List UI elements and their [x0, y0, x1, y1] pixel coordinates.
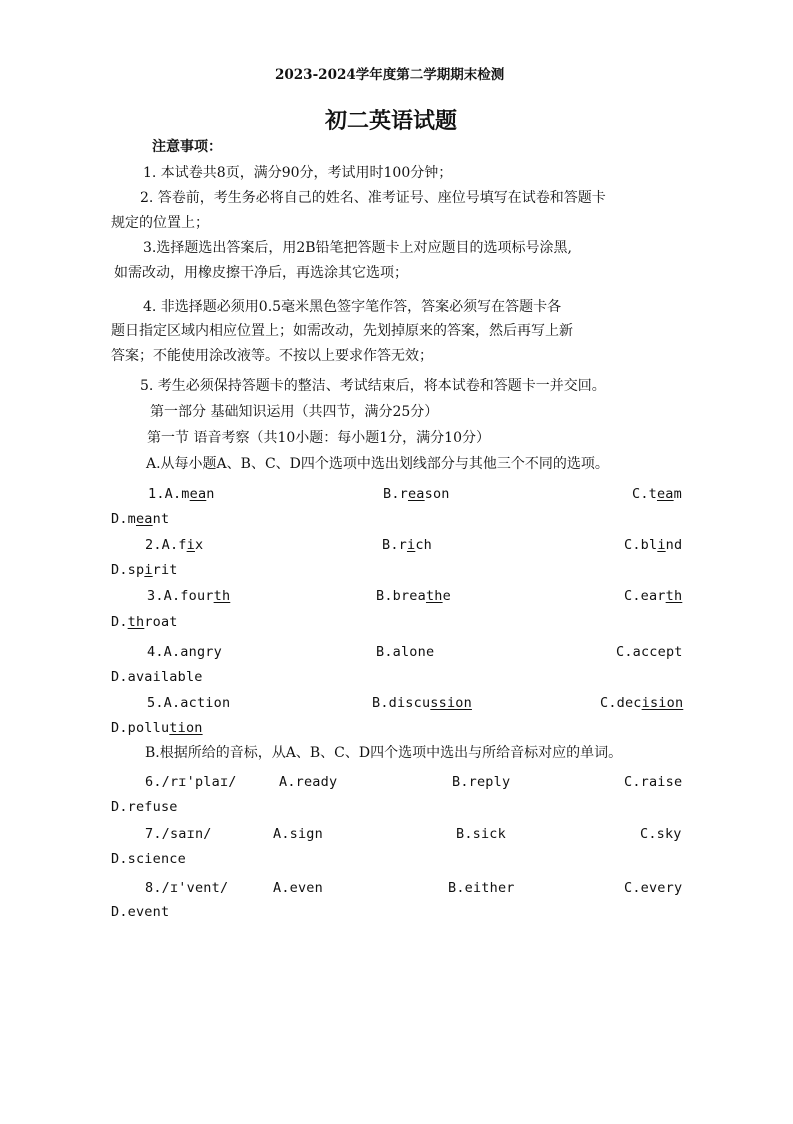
note-2-line-1: 2. 答卷前，考生务必将自己的姓名、准考证号、座位号填写在试卷和答题卡: [140, 190, 606, 206]
exam-term-title: 2023-2024学年度第二学期期末检测: [275, 67, 505, 83]
q8-phonetic: 8./ɪ'vent/: [145, 880, 229, 896]
note-3-line-1: 3.选择题选出答案后，用2B铅笔把答题卡上对应题目的选项标号涂黑,: [143, 240, 573, 256]
q1-option-b: B.reason: [383, 486, 450, 502]
note-2-line-2: 规定的位置上；: [111, 215, 209, 231]
note-4-line-3: 答案；不能使用涂改液等。不按以上要求作答无效；: [111, 348, 433, 364]
q1-option-d: D.meant: [111, 511, 170, 527]
q7-option-b: B.sick: [456, 826, 506, 842]
note-1: 1. 本试卷共8页，满分90分，考试用时100分钟；: [143, 165, 453, 181]
q6-phonetic: 6./rɪ'plaɪ/: [145, 774, 237, 790]
q8-option-a: A.even: [273, 880, 323, 896]
notes-heading: 注意事项：: [152, 139, 222, 155]
q8-option-d: D.event: [111, 904, 170, 920]
q7-phonetic: 7./saɪn/: [145, 826, 212, 842]
q8-option-b: B.either: [448, 880, 515, 896]
q4-option-a: 4.A.angry: [147, 644, 222, 660]
q3-option-b: B.breathe: [376, 588, 451, 604]
q7-option-c: C.sky: [640, 826, 682, 842]
q2-option-d: D.spirit: [111, 562, 178, 578]
note-4-line-2: 题日指定区域内相应位置上；如需改动，先划掉原来的答案，然后再写上新: [111, 323, 573, 339]
q3-option-d: D.throat: [111, 614, 178, 630]
q3-option-a: 3.A.fourth: [147, 588, 231, 604]
part1-heading: 第一部分 基础知识运用（共四节，满分25分）: [150, 404, 439, 420]
q5-option-c: C.decision: [600, 695, 684, 711]
exam-title: 初二英语试题: [325, 108, 458, 134]
note-3-line-2: 如需改动，用橡皮擦干净后，再选涂其它选项；: [114, 265, 408, 281]
q6-option-c: C.raise: [624, 774, 683, 790]
q2-option-c: C.blind: [624, 537, 683, 553]
q8-option-c: C.every: [624, 880, 683, 896]
q1-option-c: C.team: [632, 486, 682, 502]
instruction-a: A.从每小题A、B、C、D四个选项中选出划线部分与其他三个不同的选项。: [146, 456, 609, 472]
note-5: 5. 考生必须保持答题卡的整洁、考试结束后，将本试卷和答题卡一并交回。: [140, 378, 606, 394]
q1-option-a: 1.A.mean: [148, 486, 215, 502]
q5-option-d: D.pollution: [111, 720, 203, 736]
q4-option-d: D.available: [111, 669, 203, 685]
instruction-b: B.根据所给的音标，从A、B、C、D四个选项中选出与所给音标对应的单词。: [145, 745, 623, 761]
q7-option-d: D.science: [111, 851, 186, 867]
q6-option-d: D.refuse: [111, 799, 178, 815]
q5-option-a: 5.A.action: [147, 695, 231, 711]
q2-option-a: 2.A.fix: [145, 537, 204, 553]
q5-option-b: B.discussion: [372, 695, 472, 711]
q4-option-c: C.accept: [616, 644, 683, 660]
note-4-line-1: 4. 非选择题必须用0.5毫米黑色签字笔作答，答案必须写在答题卡各: [143, 299, 562, 315]
q4-option-b: B.alone: [376, 644, 435, 660]
q3-option-c: C.earth: [624, 588, 683, 604]
q6-option-b: B.reply: [452, 774, 511, 790]
q6-option-a: A.ready: [279, 774, 338, 790]
q2-option-b: B.rich: [382, 537, 432, 553]
section1-heading: 第一节 语音考察（共10小题：每小题1分，满分10分）: [147, 430, 490, 446]
q7-option-a: A.sign: [273, 826, 323, 842]
